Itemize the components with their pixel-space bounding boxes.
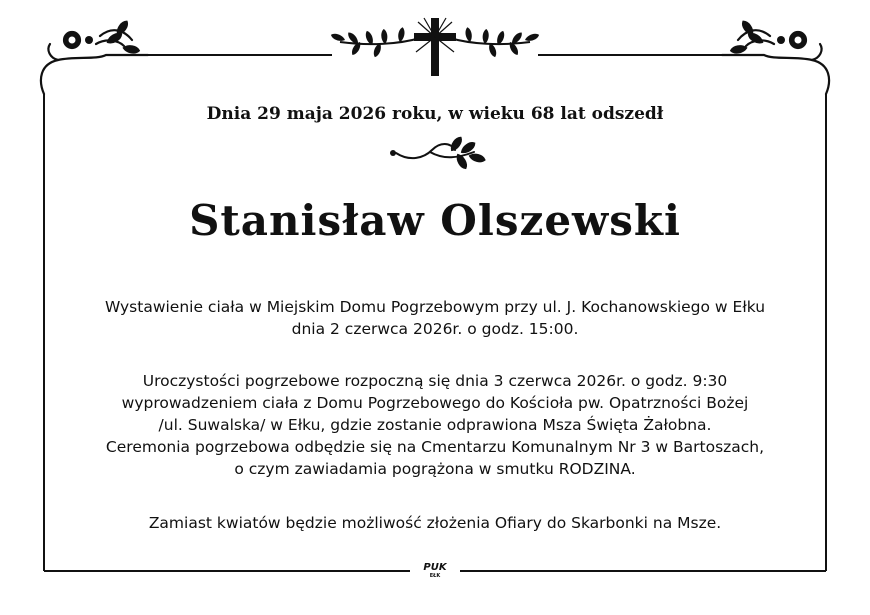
olive-branch-left-icon: [330, 27, 420, 58]
text-line: wyprowadzeniem ciała z Domu Pogrzebowego do Kościoła pw. Opatrzności Bożej: [121, 394, 749, 412]
text-line: Uroczystości pogrzebowe rozpoczną się dnia 3 czerwca 2026r. o godz. 9:30: [142, 372, 728, 390]
death-announcement-intro: Dnia 29 maja 2026 roku, w wieku 68 lat odszedł: [206, 104, 664, 124]
deceased-name: Stanisław Olszewski: [189, 196, 681, 245]
text-line: Ceremonia pogrzebowa odbędzie się na Cmentarzu Komunalnym Nr 3 w Bartoszach,: [105, 438, 765, 456]
logo-main-text: PUK: [423, 562, 447, 573]
olive-branch-right-icon: [450, 27, 540, 58]
corner-ornament-right: [722, 20, 829, 94]
divider-ornament-icon: [390, 136, 485, 169]
text-line: Zamiast kwiatów będzie możliwość złożenia Ofiary do Skarbonki na Msze.: [148, 514, 722, 532]
puk-logo: [415, 563, 455, 579]
cross-icon: [414, 18, 456, 76]
offering-paragraph: [60, 512, 810, 534]
viewing-paragraph: [60, 296, 810, 340]
text-line: /ul. Suwalska/ w Ełku, gdzie zostanie odprawiona Msza Święta Żałobna.: [158, 416, 712, 434]
corner-ornament-left: [41, 20, 148, 94]
logo-sub-text: EŁK: [429, 573, 441, 579]
text-line: o czym zawiadamia pogrążona w smutku RODZINA.: [234, 460, 636, 478]
text-line: dnia 2 czerwca 2026r. o godz. 15:00.: [291, 320, 579, 338]
funeral-paragraph: [60, 370, 810, 480]
text-line: Wystawienie ciała w Miejskim Domu Pogrzebowym przy ul. J. Kochanowskiego w Ełku: [104, 298, 766, 316]
